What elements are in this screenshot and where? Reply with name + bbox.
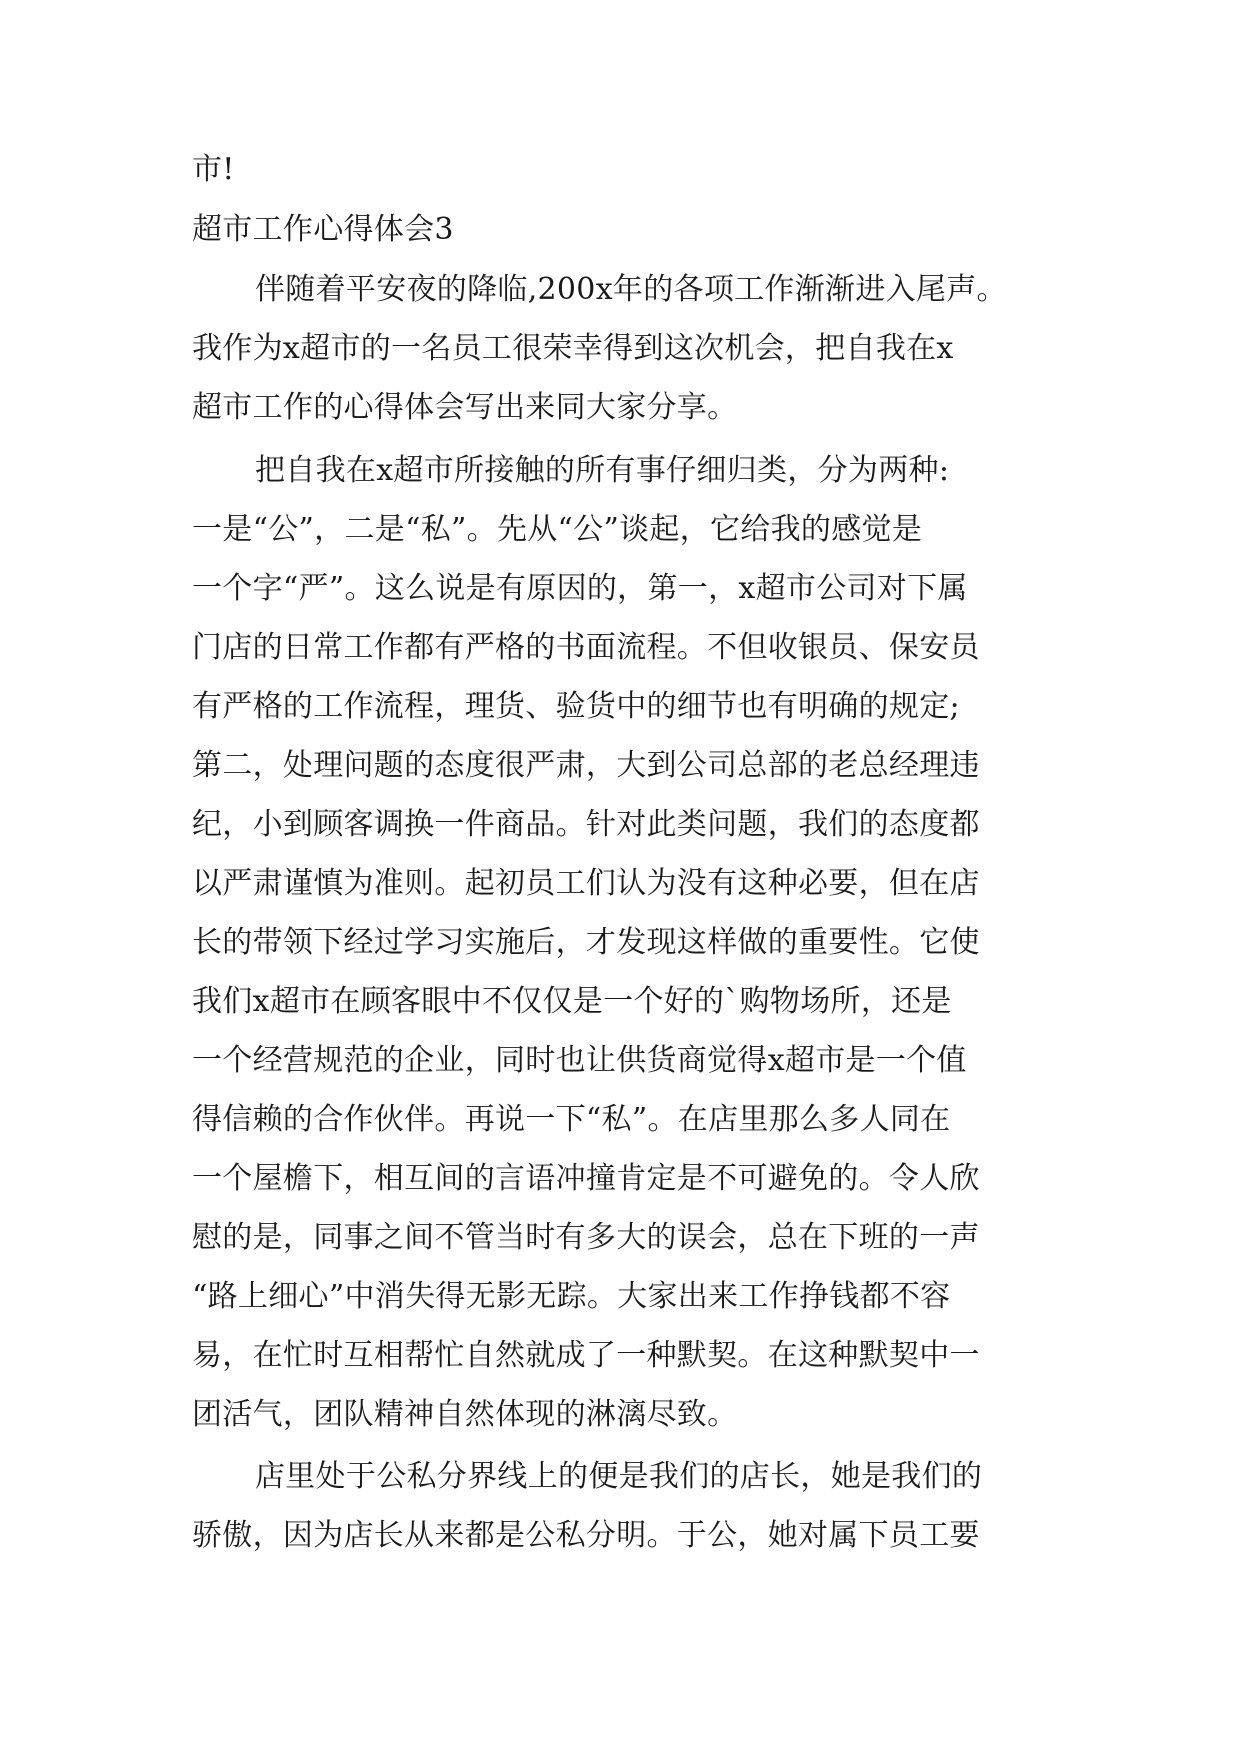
section-heading: 超市工作心得体会3 — [192, 212, 454, 247]
text-line: 把自我在x超市所接触的所有事仔细归类，分为两种: — [255, 453, 950, 488]
text-line: 慰的是，同事之间不管当时有多大的误会，总在下班的一声 — [192, 1220, 980, 1255]
text-line: 伴随着平安夜的降临,200x年的各项工作渐渐进入尾声。 — [255, 272, 1007, 307]
text-line: 店里处于公私分界线上的便是我们的店长，她是我们的 — [255, 1459, 983, 1494]
text-line: 我们x超市在顾客眼中不仅仅是一个好的`购物场所，还是 — [192, 984, 952, 1019]
text-line: 门店的日常工作都有严格的书面流程。不但收银员、保安员 — [192, 630, 980, 665]
text-line: 一个屋檐下，相互间的言语冲撞肯定是不可避免的。令人欣 — [192, 1161, 980, 1196]
text-line: 骄傲，因为店长从来都是公私分明。于公，她对属下员工要 — [192, 1518, 980, 1553]
text-line: 以严肃谨慎为准则。起初员工们认为没有这种必要，但在店 — [192, 866, 980, 901]
text-line: 长的带领下经过学习实施后，才发现这样做的重要性。它使 — [192, 925, 980, 960]
text-line: 第二，处理问题的态度很严肃，大到公司总部的老总经理违 — [192, 748, 980, 783]
text-line: 超市工作的心得体会写出来同大家分享。 — [192, 390, 738, 425]
text-line: 一是“公”，二是“私”。先从“公”谈起，它给我的感觉是 — [192, 512, 923, 547]
text-line: 一个经营规范的企业，同时也让供货商觉得x超市是一个值 — [192, 1043, 967, 1078]
text-line: 有严格的工作流程，理货、验货中的细节也有明确的规定; — [192, 689, 960, 724]
text-line: 团活气，团队精神自然体现的淋漓尽致。 — [192, 1397, 738, 1432]
text-line: 市! — [192, 152, 235, 187]
text-line: 一个字“严”。这么说是有原因的，第一，x超市公司对下属 — [192, 571, 968, 606]
text-line: “路上细心”中消失得无影无踪。大家出来工作挣钱都不容 — [192, 1279, 951, 1314]
text-line: 我作为x超市的一名员工很荣幸得到这次机会，把自我在x — [192, 331, 954, 366]
text-line: 易，在忙时互相帮忙自然就成了一种默契。在这种默契中一 — [192, 1338, 980, 1373]
text-line: 得信赖的合作伙伴。再说一下“私”。在店里那么多人同在 — [192, 1102, 951, 1137]
text-line: 纪，小到顾客调换一件商品。针对此类问题，我们的态度都 — [192, 807, 980, 842]
